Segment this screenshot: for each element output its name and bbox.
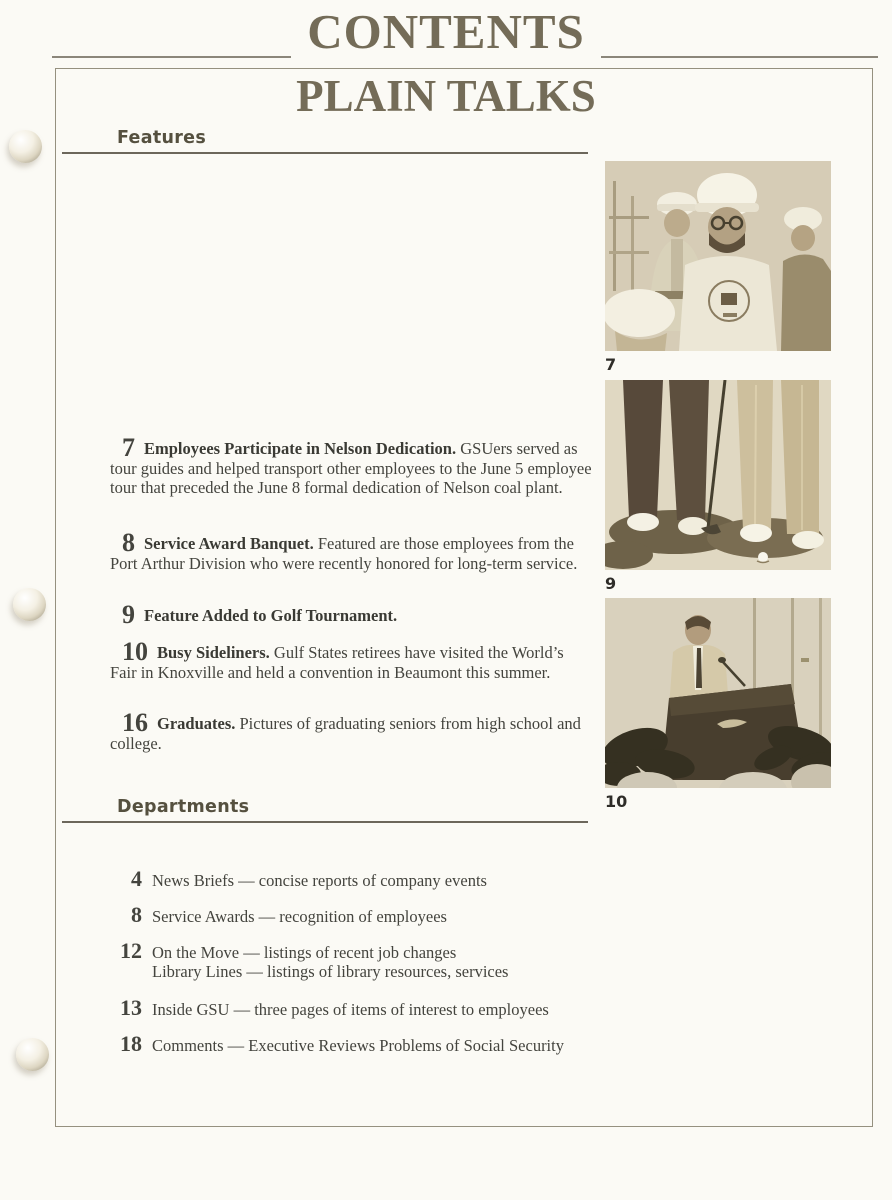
- department-text: Service Awards — recognition of employees: [152, 907, 447, 926]
- feature-title: Busy Sideliners.: [157, 643, 270, 662]
- feature-entry-7: [110, 433, 592, 498]
- features-heading: Features: [117, 128, 207, 148]
- plain-talks-logo-text: PLAIN TALKS: [296, 71, 596, 121]
- photo-speaker-podium: [605, 598, 831, 811]
- department-row-on-the-move: [104, 938, 590, 981]
- department-page-number: 4: [131, 866, 142, 891]
- department-row-comments: [104, 1031, 590, 1057]
- feature-entry-10: [110, 637, 592, 682]
- feature-description: GSUers served as tour guides and helped transport other employees to the June 5 employee tour that preceded the June 8 formal dedication of Nelson coal plant.: [110, 439, 592, 497]
- department-text: News Briefs — concise reports of company events: [152, 871, 487, 890]
- department-row-news-briefs: [104, 866, 590, 892]
- feature-page-number: 9: [122, 600, 135, 629]
- department-page-number: 18: [120, 1031, 142, 1056]
- feature-entry-9: [110, 600, 592, 629]
- photo-golf-tournament-image: [605, 380, 831, 570]
- feature-description: Featured are those employees from the Port Arthur Division who were recently honored for long-term service.: [110, 534, 578, 573]
- features-rule: [62, 152, 588, 154]
- feature-page-number: 8: [122, 528, 135, 557]
- department-text: Inside GSU — three pages of items of interest to employees: [152, 1000, 549, 1019]
- photo-caption: 9: [605, 574, 617, 593]
- binder-hole-middle: [13, 588, 46, 621]
- feature-entry-16: [110, 708, 592, 753]
- photo-caption: 10: [605, 792, 628, 811]
- feature-title: Graduates.: [157, 714, 236, 733]
- department-text: Comments — Executive Reviews Problems of Social Security: [152, 1036, 564, 1055]
- department-page-number: 12: [120, 938, 142, 963]
- feature-description: Pictures of graduating seniors from high school and college.: [110, 714, 581, 753]
- feature-entry-8: [110, 528, 592, 573]
- feature-page-number: 7: [122, 433, 135, 462]
- photo-nelson-dedication-image: [605, 161, 831, 351]
- photo-golf-tournament: [605, 380, 831, 593]
- feature-page-number: 10: [122, 637, 148, 666]
- photo-nelson-dedication: [605, 161, 831, 374]
- contents-title-text: CONTENTS: [291, 6, 601, 58]
- department-page-number: 8: [131, 902, 142, 927]
- photo-caption: 7: [605, 355, 617, 374]
- contents-title: [0, 6, 892, 58]
- binder-hole-top: [9, 130, 42, 163]
- binder-hole-bottom: [16, 1038, 49, 1071]
- department-text: On the Move — listings of recent job changes Library Lines — listings of library resources, services: [152, 943, 509, 981]
- feature-page-number: 16: [122, 708, 148, 737]
- feature-description: Gulf States retirees have visited the World’s Fair in Knoxville and held a convention in Beaumont this summer.: [110, 643, 564, 682]
- departments-rule: [62, 821, 588, 823]
- departments-heading: Departments: [117, 797, 250, 817]
- department-row-inside-gsu: [104, 995, 590, 1021]
- department-page-number: 13: [120, 995, 142, 1020]
- feature-title: Service Award Banquet.: [144, 534, 314, 553]
- feature-title: Employees Participate in Nelson Dedication.: [144, 439, 457, 458]
- plain-talks-logo: [0, 72, 892, 120]
- department-row-service-awards: [104, 902, 590, 928]
- photo-speaker-podium-image: [605, 598, 831, 788]
- feature-title: Feature Added to Golf Tournament.: [144, 606, 398, 625]
